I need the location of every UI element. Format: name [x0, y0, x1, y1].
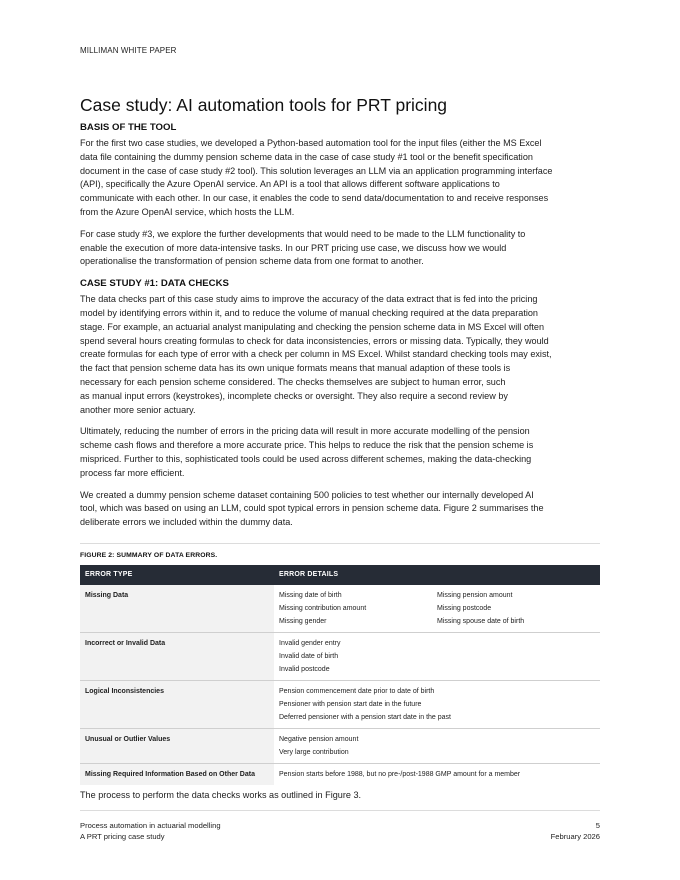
publication-date: February 2026: [550, 832, 600, 841]
text-line: spend several hours creating formulas to check for data inconsistencies, errors or missing data. Typically, they would: [80, 335, 549, 346]
text-line: For case study #3, we explore the further developments that would need to be made to the LLM functionality to: [80, 228, 526, 239]
main-content: [80, 121, 600, 802]
page-title: Case study: AI automation tools for PRT pricing: [80, 95, 448, 115]
text-line: the fact that pension scheme data has its own unique formats means that manual adaption of these tools is: [80, 363, 511, 374]
footer-document-title: Process automation in actuarial modelling: [80, 821, 221, 830]
text-line: tool, which was based on using an LLM, could spot typical errors in pension scheme data. Figure 2 summarises the: [80, 503, 544, 514]
error-detail: Missing contribution amount: [279, 604, 367, 612]
text-line: (API), specifically the Azure OpenAI service. An API is a tool that allows different software applications to: [80, 179, 500, 190]
section-heading-case-study-1: CASE STUDY #1: DATA CHECKS: [80, 278, 229, 290]
error-detail: Invalid postcode: [279, 665, 330, 673]
table-row: [80, 632, 600, 680]
error-detail: Missing gender: [279, 617, 327, 625]
error-type-cell: Unusual or Outlier Values: [80, 728, 274, 763]
text-line: data file containing the dummy pension scheme data in the case of case study #1 tool or the benefit specification: [80, 151, 533, 162]
text-line: another more senior actuary.: [80, 404, 196, 415]
error-detail: Pensioner with pension start date in the future: [279, 700, 422, 708]
footer-left: [80, 820, 221, 842]
error-details-cell: [274, 763, 600, 785]
error-detail: Negative pension amount: [279, 735, 359, 743]
text-line: enable the execution of more data-intensive tasks. In our PRT pricing use case, we discuss how we would: [80, 242, 507, 253]
table-row: [80, 763, 600, 785]
paragraph-cs1-3: [80, 489, 600, 530]
text-line: The data checks part of this case study aims to improve the accuracy of the data extract that is fed into the pricing: [80, 294, 538, 305]
text-line: communicate with each other. In our case, it enables the code to send data/documentation to and receive responses: [80, 193, 549, 204]
error-type-cell: Missing Required Information Based on Other Data: [80, 763, 274, 785]
column-header-error-details: ERROR DETAILS: [274, 565, 600, 585]
error-details-cell: [274, 680, 600, 728]
figure-caption: FIGURE 2: SUMMARY OF DATA ERRORS.: [80, 551, 218, 559]
text-line: scheme cash flows and therefore a more accurate price. This helps to reduce the risk that the pension scheme is: [80, 440, 534, 451]
paragraph-cs1-2: [80, 425, 600, 480]
footer-divider: [80, 810, 600, 811]
table-row: [80, 728, 600, 763]
error-detail: Missing postcode: [437, 604, 492, 612]
text-line: stage. For example, an actuarial analyst manipulating and checking the pension scheme data in MS Excel will often: [80, 321, 545, 332]
text-line: necessary for each pension scheme considered. The checks themselves are subject to human error, such: [80, 376, 506, 387]
footer-document-subtitle: A PRT pricing case study: [80, 832, 165, 841]
column-header-error-type: ERROR TYPE: [80, 565, 274, 585]
text-line: For the first two case studies, we developed a Python-based automation tool for the input files (either the MS Excel: [80, 138, 542, 148]
table-row: [80, 585, 600, 633]
page-number: 5: [595, 821, 600, 830]
table-row: [80, 680, 600, 728]
paragraph-cs1-1: [80, 293, 600, 417]
text-line: from the Azure OpenAI service, which hosts the LLM.: [80, 206, 295, 217]
details-column-right: [437, 589, 595, 628]
data-errors-table: [80, 565, 600, 785]
text-line: model by identifying errors within it, and to reduce the volume of manual checking required at the data preparation: [80, 307, 538, 318]
error-type-cell: Incorrect or Invalid Data: [80, 632, 274, 680]
error-detail: Pension starts before 1988, but no pre-/post-1988 GMP amount for a member: [279, 770, 521, 778]
error-details-cell: [274, 728, 600, 763]
details-column-left: [279, 589, 437, 628]
error-detail: Very large contribution: [279, 748, 349, 756]
text-line: Ultimately, reducing the number of errors in the pricing data will result in more accurate modelling of the pension: [80, 426, 530, 437]
figure-divider: [80, 543, 600, 544]
error-detail: Invalid gender entry: [279, 639, 341, 647]
text-line: operationalise the transformation of pension scheme data from one format to another.: [80, 256, 424, 267]
error-detail: Missing pension amount: [437, 591, 513, 599]
error-type-cell: Logical Inconsistencies: [80, 680, 274, 728]
error-details-cell: [274, 585, 600, 633]
text-line: process far more efficient.: [80, 467, 185, 478]
error-detail: Missing spouse date of birth: [437, 617, 525, 625]
text-line: mispriced. Further to this, sophisticated tools could be used across different schemes, making the data-checking: [80, 453, 532, 464]
error-details-cell: [274, 632, 600, 680]
text-line: deliberate errors we included within the dummy data.: [80, 517, 293, 528]
paragraph-basis-1: [80, 137, 600, 220]
footer-right: [551, 820, 600, 842]
text-line: create formulas for each type of error with a check per column in MS Excel. Whilst standard checking tools may exist,: [80, 349, 552, 360]
error-detail: Missing date of birth: [279, 591, 342, 599]
section-heading-basis: BASIS OF THE TOOL: [80, 122, 177, 133]
text-line: We created a dummy pension scheme dataset containing 500 policies to test whether our internally developed AI: [80, 489, 534, 500]
paragraph-basis-2: [80, 228, 600, 269]
text-line: document in the case of case study #2 tool). This solution leverages an LLM via an application programming interface: [80, 165, 553, 176]
table-header-row: [80, 565, 600, 585]
header-label: MILLIMAN WHITE PAPER: [80, 46, 177, 55]
error-detail: Deferred pensioner with a pension start date in the past: [279, 713, 451, 721]
error-detail: Invalid date of birth: [279, 652, 339, 660]
error-type-cell: Missing Data: [80, 585, 274, 633]
paragraph-after-figure: The process to perform the data checks works as outlined in Figure 3.: [80, 789, 362, 800]
error-detail: Pension commencement date prior to date of birth: [279, 687, 435, 695]
details-two-column: [279, 589, 595, 628]
text-line: as manual input errors (keystrokes), incomplete checks or oversight. They also require a second review by: [80, 390, 508, 401]
